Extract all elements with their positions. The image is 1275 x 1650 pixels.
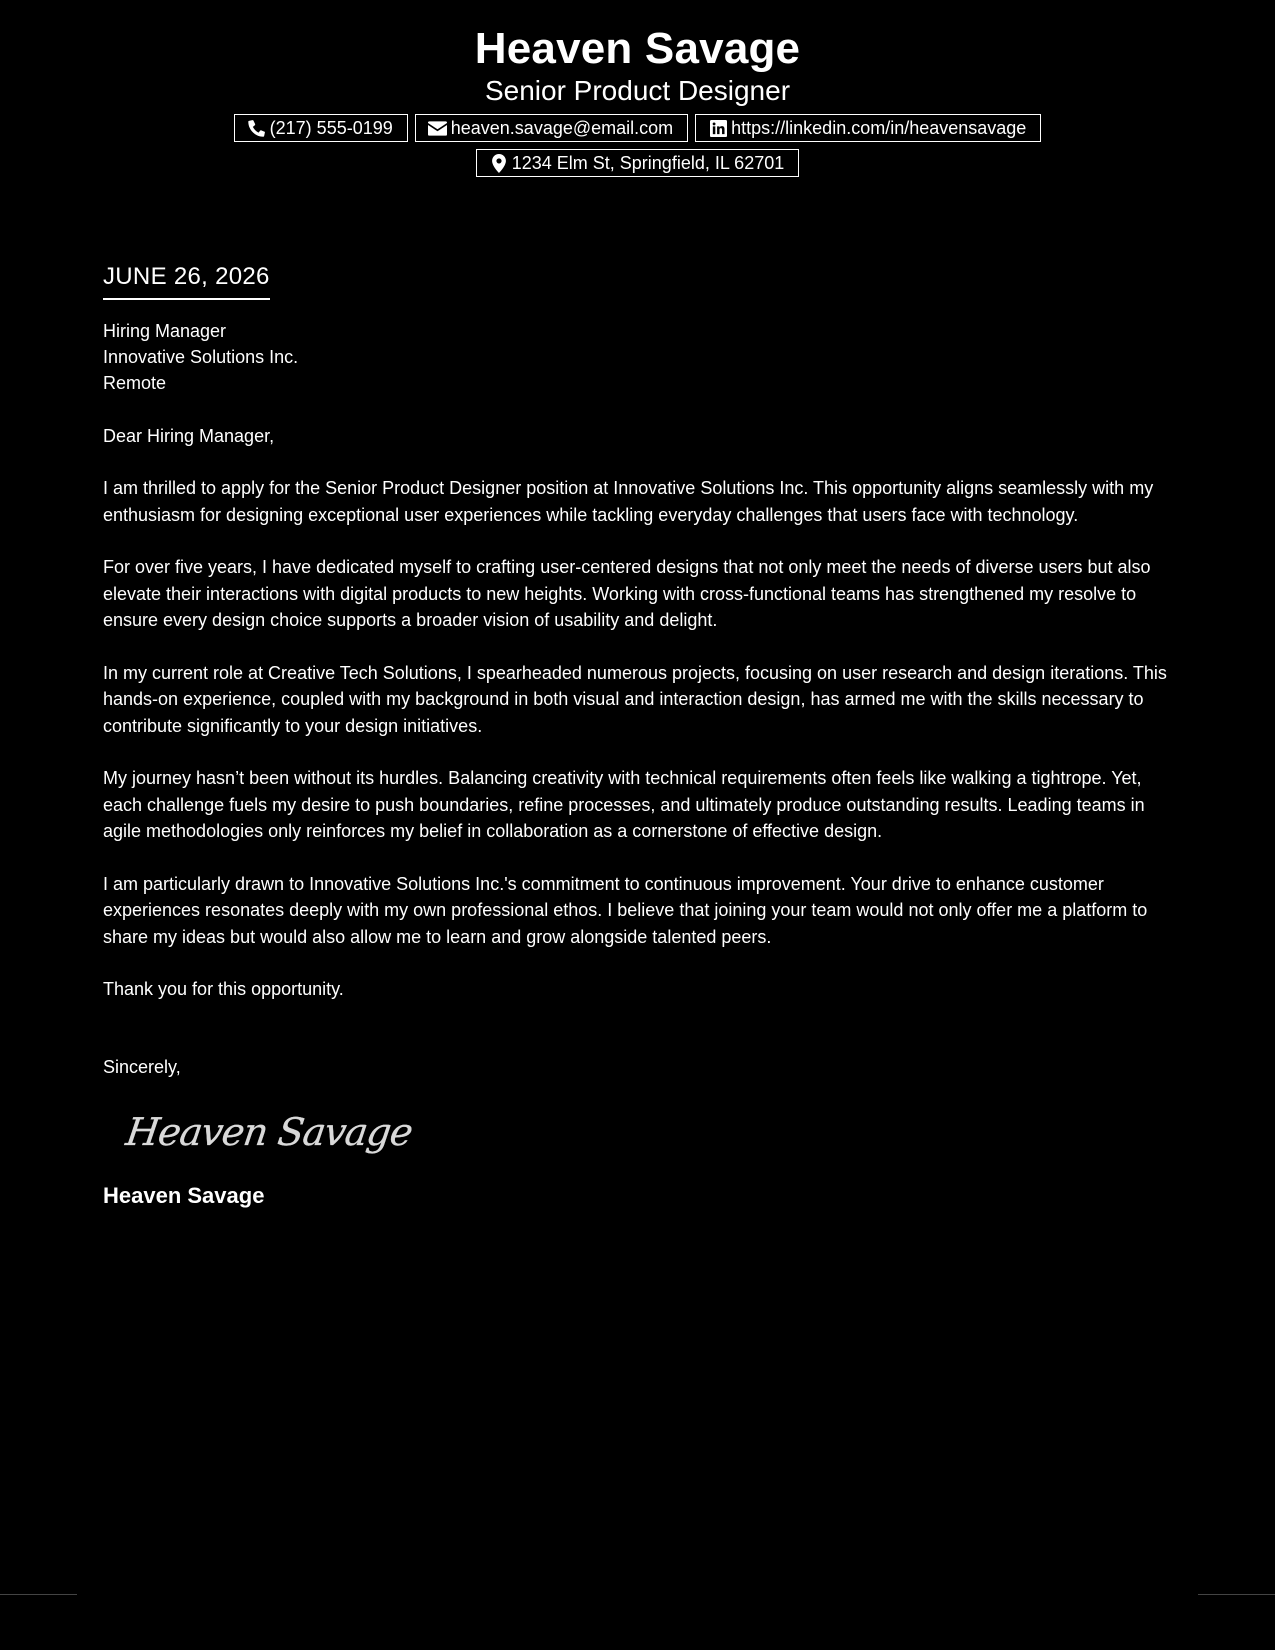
email-contact[interactable] — [415, 114, 688, 142]
phone-contact[interactable] — [234, 114, 408, 142]
signer-name: Heaven Savage — [103, 1182, 265, 1208]
closing-line: Sincerely, — [103, 1056, 181, 1077]
body-paragraph: I am thrilled to apply for the Senior Product Designer position at Innovative Solutions Inc. This opportunity aligns seamlessly with my enthusiasm for designing exceptional user experiences while tackling everyday challenges that users face with technology. — [103, 478, 1154, 525]
handwritten-signature — [121, 1100, 1173, 1162]
contact-row — [0, 114, 1275, 142]
address-contact — [476, 149, 800, 177]
phone-icon — [247, 119, 267, 137]
linkedin-text: https://linkedin.com/in/heavensavage — [731, 118, 1027, 138]
recipient-name: Hiring Manager — [103, 321, 227, 341]
applicant-name: Heaven Savage — [474, 24, 801, 73]
salutation: Dear Hiring Manager, — [103, 426, 275, 446]
recipient-company: Innovative Solutions Inc. — [103, 347, 299, 367]
linkedin-icon — [708, 119, 728, 137]
address-row — [0, 149, 1275, 177]
map-marker-icon — [489, 154, 509, 172]
letter-body — [103, 262, 1173, 1210]
email-text: heaven.savage@email.com — [450, 118, 674, 138]
body-paragraph: For over five years, I have dedicated myself to crafting user-centered designs that not only meet the needs of diverse users but also elevate their interactions with digital products to new heights. Working with cross-functional teams has strengthened my resolve to ensure every design choice supports a broader vision of usability and delight. — [103, 557, 1151, 630]
body-paragraph: Thank you for this opportunity. — [103, 979, 344, 999]
body-paragraph: My journey hasn’t been without its hurdles. Balancing creativity with technical requirements often feels like walking a tightrope. Yet, each challenge fuels my desire to push boundaries, refine processes, and ultimately produce outstanding results. Leading teams in agile methodologies only reinforces my belief in collaboration as a cornerstone of effective design. — [103, 768, 1145, 841]
phone-text: (217) 555-0199 — [269, 118, 393, 138]
footer-divider-left — [0, 1594, 77, 1595]
linkedin-contact[interactable] — [695, 114, 1041, 142]
envelope-icon — [428, 119, 448, 137]
body-paragraph: I am particularly drawn to Innovative Solutions Inc.'s commitment to continuous improvement. Your drive to enhance customer experiences resonates deeply with my own professional ethos. I believe that joining your team would not only offer me a platform to share my ideas but would also allow me to learn and grow alongside talented peers. — [103, 873, 1148, 947]
footer-divider-right — [1198, 1594, 1275, 1595]
signature-script: Heaven Savage — [123, 1110, 415, 1155]
letter-header — [0, 0, 1275, 177]
applicant-title: Senior Product Designer — [484, 75, 791, 106]
body-paragraph: In my current role at Creative Tech Solutions, I spearheaded numerous projects, focusing on user research and design iterations. This hands-on experience, coupled with my background in both visual and interaction design, has armed me with the skills necessary to contribute significantly to your design initiatives. — [103, 662, 1167, 736]
letter-date: JUNE 26, 2026 — [103, 262, 270, 300]
recipient-block — [103, 318, 1173, 396]
address-text: 1234 Elm St, Springfield, IL 62701 — [511, 153, 785, 173]
recipient-location: Remote — [103, 373, 167, 393]
